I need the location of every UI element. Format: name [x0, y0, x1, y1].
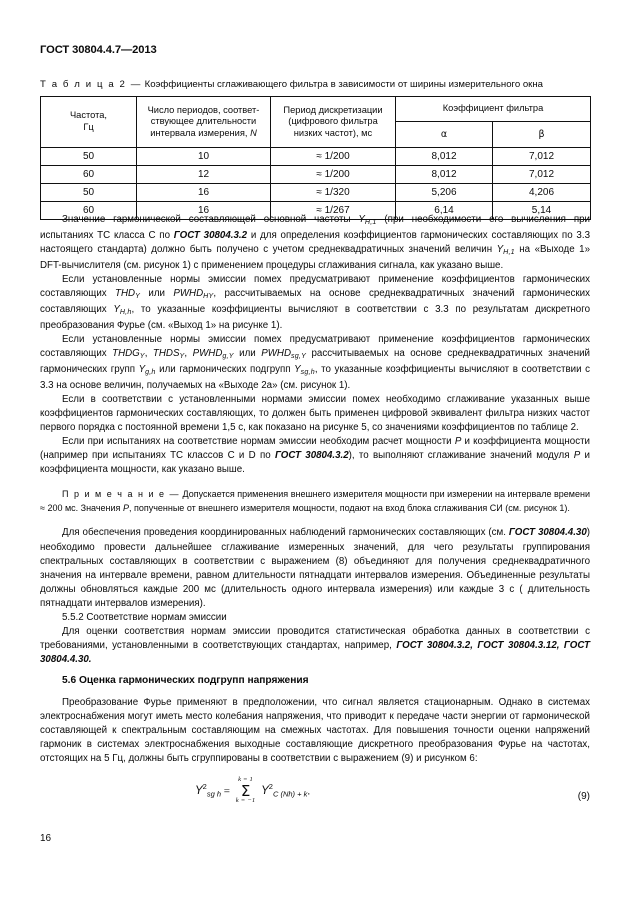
p2-pwhd-symbol: PWHD — [173, 288, 204, 299]
col-sampling-line1: Период дискретизации — [283, 104, 383, 115]
col-periods-line2: ствующее длительности — [150, 116, 257, 127]
paragraph-power-factor — [40, 435, 590, 477]
p3-variable-ysg: Y — [294, 363, 301, 375]
p5-variable-p1: P — [454, 436, 462, 447]
col-sampling-line3: низких частот), мс — [293, 127, 373, 138]
formula-equals-sign: = — [223, 785, 230, 798]
spacer — [40, 689, 590, 696]
table-caption-label: Т а б л и ц а 2 — — [40, 79, 142, 90]
spacer — [40, 515, 590, 526]
p1-segment-d: на «Выходе 1» DFT-вычислителя (см. рисунок 1) с применением процедуры сглаживания сигнала, как указано выше. — [40, 243, 590, 271]
cell-beta: 7,012 — [493, 166, 591, 184]
p3-pwhdg-sub: g,Y — [222, 351, 234, 360]
cell-alpha: 8,012 — [396, 148, 493, 166]
p1-variable-y2-sub: H,1 — [503, 247, 515, 256]
p2-thd-symbol: THD — [115, 288, 136, 299]
formula-lhs-subscript: sg h — [206, 789, 222, 799]
cell-frequency: 60 — [41, 166, 137, 184]
cell-alpha: 6,14 — [396, 202, 493, 220]
cell-sampling: ≈ 1/267 — [271, 202, 396, 220]
note-segment-a: Допускается применения внешнего измерителя мощности при измерении на интервале времени ≈ 200 мс. Значения — [40, 489, 590, 513]
p5-gost-reference: ГОСТ 30804.3.2 — [274, 450, 349, 462]
col-sampling-header — [271, 97, 396, 148]
table-row — [41, 148, 591, 166]
paragraph-fourier-stationary: Преобразование Фурье применяют в предположении, что сигнал является стационарным. Однако в системах электроснабжения могут иметь место колебания напряжения, что приводит к передаче части энергии от гармонической составляющей к спектральным составляющим на смежных частотах. Для повышения точности оценки напряжений гармоник в системах электроснабжения выходные составляющие дискретного преобразования Фурье на частотах, отстоящих на 5 Гц, должны быть сгруппированы в соответствии с выражением (9) и рисунком 6: — [40, 696, 590, 764]
p3-thds-symbol: THDS — [152, 347, 180, 359]
formula-row — [40, 778, 590, 818]
p6-segment-a: Для обеспечения проведения координированных наблюдений гармонических составляющих (см. — [62, 527, 509, 539]
p3-variable-yg: Y — [138, 363, 146, 375]
p6-gost-reference: ГОСТ 30804.4.30 — [508, 527, 587, 539]
table-row — [41, 166, 591, 184]
p1-gost-reference: ГОСТ 30804.3.2 — [173, 229, 248, 241]
note-segment-b: , попученные от внешнего измерителя мощности, подают на вход блока сглаживания СИ (см. рисунок 1). — [128, 502, 570, 513]
formula-lhs-exponent: 2 — [202, 782, 207, 792]
p5-segment-a: Если при испытаниях на соответствие нормам эмиссии необходим расчет мощности — [62, 436, 455, 447]
sigma-icon: Σ — [240, 781, 251, 800]
p2-variable-y: Y — [113, 303, 120, 315]
formula-number: (9) — [577, 791, 590, 802]
col-periods-line1: Число периодов, соответ- — [147, 104, 260, 115]
paragraph-emission-compliance — [40, 625, 590, 667]
p3-segment-a: Если установленные нормы эмиссии помех предусматривают применение коэффициентов гармонических составляющих — [40, 333, 590, 359]
p3-separator-3: или — [233, 347, 262, 359]
p3-variable-ysg-sub: sg,h — [300, 367, 315, 376]
col-frequency-header — [41, 97, 137, 148]
p3-variable-yg-sub: g,h — [145, 367, 156, 376]
cell-periods: 16 — [137, 202, 271, 220]
col-sampling-line2: (цифрового фильтра — [288, 116, 378, 127]
coefficient-table — [40, 96, 591, 220]
s552-gost-references: ГОСТ 30804.3.2, ГОСТ 30804.3.12, ГОСТ 30804.4.30. — [40, 640, 591, 666]
cell-beta: 5,14 — [493, 202, 591, 220]
p3-thdg-sub: Y — [139, 351, 145, 360]
formula-lhs-variable — [195, 782, 222, 799]
summation-upper-limit: k = 1 — [238, 776, 254, 783]
cell-beta: 7,012 — [493, 148, 591, 166]
body-text-column — [40, 213, 590, 766]
p3-thds-sub: Y — [179, 351, 185, 360]
note-label: П р и м е ч а н и е — — [62, 489, 180, 500]
cell-periods: 16 — [137, 184, 271, 202]
table-row — [41, 184, 591, 202]
cell-beta: 4,206 — [493, 184, 591, 202]
p2-segment-b: или — [140, 288, 174, 299]
table-head — [41, 97, 591, 148]
running-head: ГОСТ 30804.4.7—2013 — [40, 44, 157, 56]
cell-sampling: ≈ 1/200 — [271, 166, 396, 184]
cell-frequency: 50 — [41, 148, 137, 166]
col-beta-header: β — [493, 122, 591, 148]
p2-pwhd-sub: HY — [203, 291, 214, 300]
p3-pwhdsg-sub: sg,Y — [291, 351, 306, 360]
p6-segment-b: ) необходимо провести дальнейшее сглаживание измеренных значений, для чего результаты группирования спектральных составляющих в соответствии с выражением (8) объединяют для получения среднеквадратичного значения на интервале времени, равном длительности пятнадцати интервалов измерения. Объединенные результаты должны обновляться каждые 200 мс (длительность одного интервала измерения) или каждые 3 с ( длительность пятнадцати интервалов измерения). — [40, 527, 591, 609]
p1-variable-y1: Y — [358, 214, 365, 225]
col-frequency-line2: Гц — [83, 122, 94, 132]
p3-segment-d: , то указанные коэффициенты вычисляют в соответствии с 3.3 на основе величин, получаемых на «Выходе 2а» (см. рисунок 1). — [40, 363, 590, 391]
table-header-row-1 — [41, 97, 591, 122]
p5-segment-c: ), то выполняют сглаживание значений модуля — [348, 450, 574, 462]
p1-segment-b: (при необходимости его вычисления при испытаниях ТС класса С по — [40, 214, 590, 241]
p2-segment-d: , то указанные коэффициенты вычисляют в соответствии с 3.3 по результатам дискретного преобразования Фурье (см. «Выход 1» на рисунке 1). — [40, 303, 590, 331]
formula-lhs-symbol: Y — [195, 785, 203, 798]
col-periods-line3: интервала измерения, N — [150, 127, 257, 138]
col-periods-header — [137, 97, 271, 148]
p5-segment-b: и коэффициента мощности (например при испытаниях ТС классов С и D по — [40, 436, 590, 462]
col-filter-coefficient-group-header: Коэффициент фильтра — [396, 97, 591, 122]
p1-segment-a: Значение гармонической составляющей основной частоты — [62, 214, 359, 225]
p3-separator-1: , — [144, 347, 153, 359]
paragraph-thdg-thds — [40, 333, 590, 393]
col-frequency-line1: Частота, — [69, 110, 108, 121]
p3-pwhdsg-symbol: PWHD — [261, 347, 291, 359]
p1-variable-y2: Y — [496, 243, 504, 255]
summation-operator — [236, 777, 256, 804]
cell-frequency: 50 — [41, 184, 137, 202]
formula-rhs-symbol: Y — [261, 785, 269, 798]
paragraph-thd-pwhd — [40, 273, 590, 333]
p3-thdg-symbol: THDG — [112, 347, 140, 359]
table-caption-text: Коэффициенты сглаживающего фильтра в зависимости от ширины измерительного окна — [144, 79, 543, 90]
p2-thd-sub: Y — [135, 291, 140, 300]
note-variable-p: P — [122, 502, 129, 513]
s552-segment-a: Для оценки соответствия нормам эмиссии проводится статистическая обработка данных в соответствии с требованиями, установленными в соответствующих стандартах, например, — [40, 626, 590, 652]
p2-variable-y-sub: H,h — [119, 307, 132, 316]
cell-alpha: 5,206 — [396, 184, 493, 202]
p3-segment-b: рассчитываемых на основе среднеквадратичных значений гармонических групп — [40, 347, 591, 375]
formula-rhs-variable — [261, 782, 308, 799]
p1-variable-y1-sub: H,1 — [364, 217, 377, 226]
p3-pwhdg-symbol: PWHD — [192, 347, 223, 359]
formula-rhs-exponent: 2 — [268, 782, 273, 792]
col-alpha-header: α — [396, 122, 493, 148]
p1-segment-c: и для определения коэффициентов гармонических составляющих по 3.3 настоящего стандарта) должно быть получено с учетом среднеквадратичных значений величин — [40, 229, 590, 255]
note-block — [40, 488, 590, 515]
p3-separator-2: , — [184, 347, 193, 359]
spacer — [40, 667, 590, 674]
p5-segment-d: и коэффициента мощности, как указано выше. — [40, 450, 591, 476]
formula-9 — [195, 778, 310, 805]
cell-frequency: 60 — [41, 202, 137, 220]
formula-trailing-period: . — [307, 785, 311, 798]
coefficient-table-wrapper — [40, 96, 590, 220]
section-heading-5-6: 5.6 Оценка гармонических подгрупп напряжения — [62, 675, 309, 687]
cell-sampling: ≈ 1/200 — [271, 148, 396, 166]
cell-periods: 12 — [137, 166, 271, 184]
table-caption — [40, 79, 543, 90]
cell-sampling: ≈ 1/320 — [271, 184, 396, 202]
page-number: 16 — [40, 833, 52, 844]
p5-variable-p2: P — [573, 450, 581, 462]
cell-alpha: 8,012 — [396, 166, 493, 184]
cell-periods: 10 — [137, 148, 271, 166]
formula-rhs-subscript: C (Nh) + k — [272, 789, 308, 799]
paragraph-coordinated-observations — [40, 526, 590, 611]
section-heading-5-5-2: 5.5.2 Соответствие нормам эмиссии — [62, 612, 227, 624]
paragraph-smoothing-filter: Если в соответствии с установленными нормами эмиссии помех необходимо сглаживание указанных выше коэффициентов гармонических составляющих, то должен быть применен цифровой эквивалент фильтра низких частот первого порядка с постоянной времени 1,5 с, как показано на рисунке 5, со значениями коэффициентов по таблице 2. — [40, 393, 590, 433]
table-body — [41, 148, 591, 220]
summation-lower-limit: k = −1 — [235, 796, 256, 804]
p2-segment-c: , рассчитываемых на основе среднеквадратичных значений гармонических составляющих — [40, 288, 590, 315]
paragraph-harmonic-fundamental — [40, 213, 590, 273]
p3-segment-c: или гармонических подгрупп — [155, 363, 295, 375]
p2-segment-a: Если установленные нормы эмиссии помех предусматривают применение коэффициентов гармонических составляющих — [40, 273, 590, 299]
